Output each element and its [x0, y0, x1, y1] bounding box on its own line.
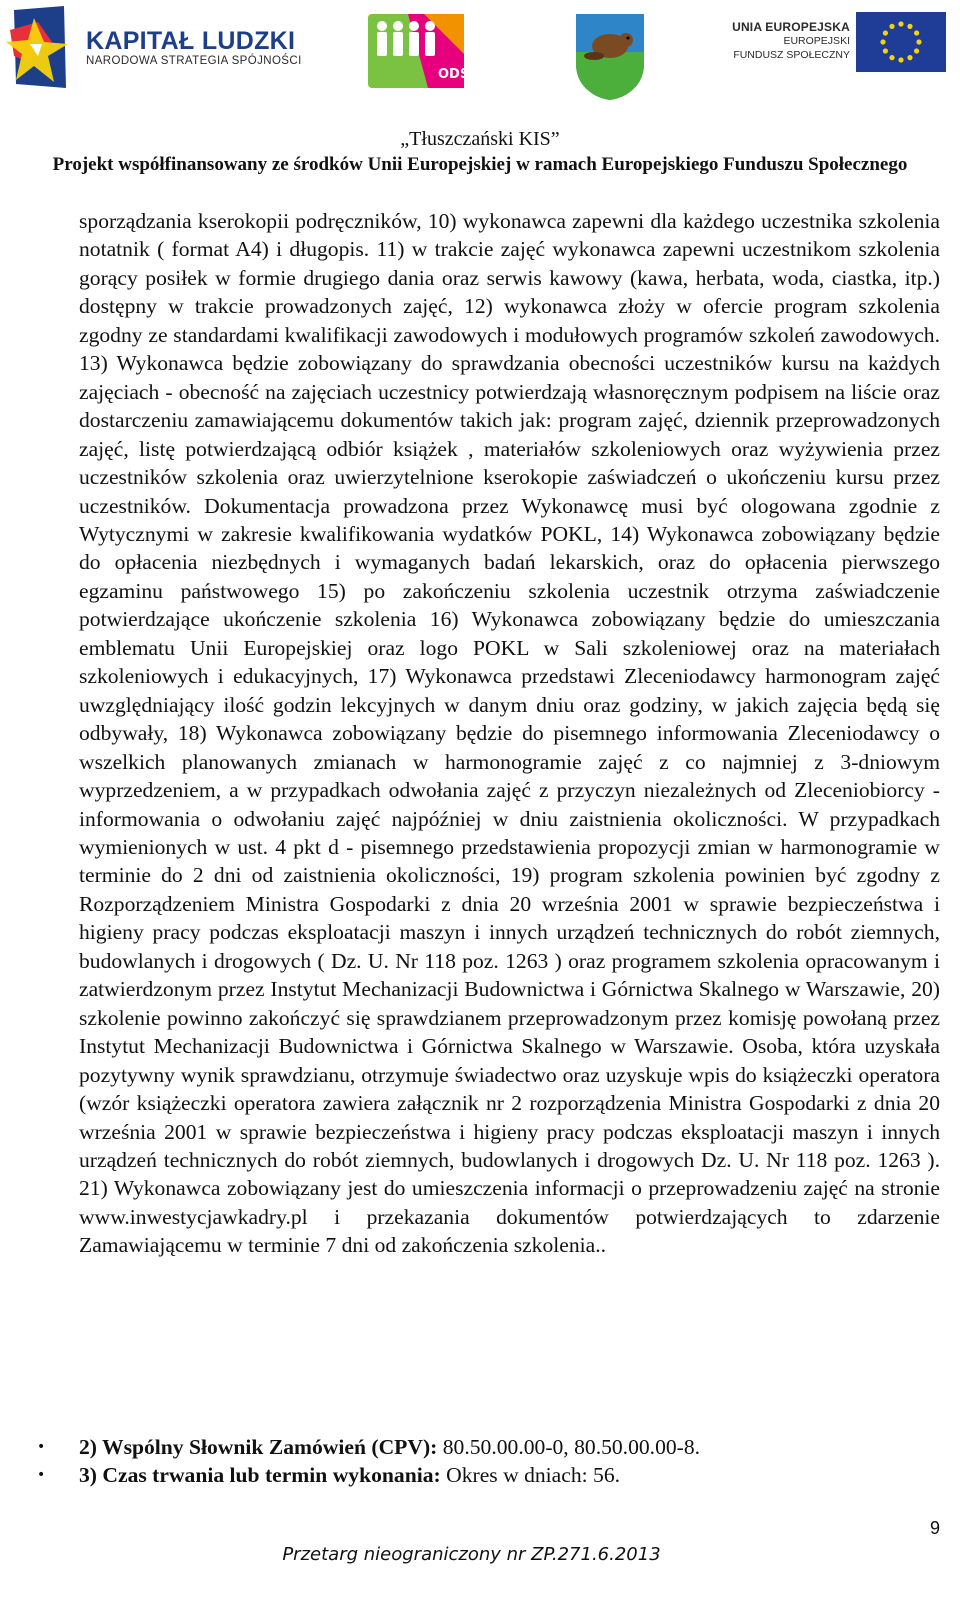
- body-paragraph: sporządzania kserokopii podręczników, 10) wykonawca zapewni dla każdego uczestnika szkolenia notatnik ( format A4) i długopis. 11) w trakcie zajęć wykonawca zapewni uczestnikom szkolenia gorący posiłek w formie drugiego dania oraz serwis kawowy (kawa, herbata, woda, ciastka, itp.) dostępny w trakcie prowadzonych zajęć, 12) wykonawca złoży w ofercie program szkolenia zgodny ze standardami kwalifikacji zawodowych i modułowych programów szkoleń zawodowych. 13) Wykonawca będzie zobowiązany do sprawdzania obecności uczestników kursu na każdych zajęciach - obecność na zajęciach uczestnicy potwierdzają własnoręcznym podpisem na liście oraz dostarczeniu zamawiającemu dokumentów takich jak: program zajęć, dziennik przeprowadzonych zajęć, listę potwierdzającą odbiór książek , materiałów szkoleniowych oraz wyżywienia przez uczestników szkolenia oraz uwierzytelnione kserokopie zaświadczeń o ukończeniu kursu przez uczestników. Dokumentacja prowadzona przez Wykonawcę musi być ologowana zgodnie z Wytycznymi w zakresie kwalifikowania wydatków POKL, 14) Wykonawca zobowiązany będzie do opłacenia niezbędnych i wymaganych badań lekarskich, oraz do opłacenia pierwszego egzaminu państwowego 15) po zakończeniu szkolenia uczestnik otrzyma zaświadczenie potwierdzające ukończenie szkolenia 16) Wykonawca zobowiązany będzie do umieszczania emblematu Unii Europejskiej oraz logo POKL w Sali szkoleniowej oraz na materiałach szkoleniowych i edukacyjnych, 17) Wykonawca przedstawi Zleceniodawcy harmonogram zajęć uwzględniający ilość godzin lekcyjnych w danym dniu oraz godziny, w jakich zajęcia będą się odbywały, 18) Wykonawca zobowiązany będzie do pisemnego informowania Zleceniodawcy o wszelkich planowanych zmianach w harmonogramie zajęć z co najmniej z 3-dniowym wyprzedzeniem, a w przypadkach odwołania zajęć z przyczyn niezależnych od Zleceniobiorcy - informowania o odwołaniu zajęć najpóźniej w dniu zaistnienia okoliczności. W przypadkach wymienionych w ust. 4 pkt d - pisemnego przedstawienia propozycji zmian w harmonogramie w terminie do 2 dni od zaistnienia okoliczności, 19) program szkolenia powinien być zgodny z Rozporządzeniem Ministra Gospodarki z dnia 20 września 2001 w sprawie bezpieczeństwa i higieny pracy podczas eksploatacji maszyn i innych urządzeń technicznych do robót ziemnych, budowlanych i drogowych ( Dz. U. Nr 118 poz. 1263 ) oraz programem szkolenia opracowanym i zatwierdzonym przez Instytut Mechanizacji Budownictwa i Górnictwa Skalnego w Warszawie, 20) szkolenie powinno zakończyć się sprawdzianem przeprowadzonym przez komisję powołaną przez Instytut Mechanizacji Budownictwa i Górnictwa Skalnego w Warszawie. Osoba, która uzyskała pozytywny wynik sprawdzianu, otrzymuje świadectwo oraz uzyskuje wpis do książeczki operatora (wzór książeczki operatora zawiera załącznik nr 2 rozporządzenia Ministra Gospodarki z dnia 20 września 2001 w sprawie bezpieczeństwa i higieny pracy podczas eksploatacji maszyn i innych urządzeń technicznych do robót ziemnych, budowlanych i drogowych Dz. U. Nr 118 poz. 1263 ). 21) Wykonawca zobowiązany jest do umieszczenia informacji o przeprowadzeniu zajęć na stronie www.inwestycjawkadry.pl i przekazania dokumentów potwierdzających to zdarzenie Zamawiającemu w terminie 7 dni od zakończenia szkolenia..: [79, 209, 940, 1258]
- duration-label: 3) Czas trwania lub termin wykonania:: [79, 1463, 441, 1488]
- cpv-value: 80.50.00.00-0, 80.50.00.00-8.: [437, 1435, 701, 1459]
- kapital-ludzki-emblem-icon: [8, 4, 74, 90]
- eu-flag-icon: [856, 12, 946, 72]
- kapital-ludzki-title: KAPITAŁ LUDZKI: [86, 27, 296, 55]
- page-number: 9: [929, 1518, 940, 1538]
- cpv-label: 2) Wspólny Słownik Zamówień (CPV):: [79, 1435, 438, 1459]
- bullet-icon: •: [37, 1467, 46, 1484]
- kapital-ludzki-subtitle: NARODOWA STRATEGIA SPÓJNOŚCI: [86, 55, 302, 67]
- bullet-list: [0, 1433, 960, 1490]
- eu-sub-line2: FUNDUSZ SPOŁECZNY: [733, 49, 850, 61]
- list-item-cpv: [0, 1433, 960, 1461]
- bullet-icon: •: [37, 1439, 46, 1455]
- project-name: „Tłuszczański KIS”: [400, 128, 560, 150]
- ods-logo-text: ODS: [438, 67, 470, 82]
- cofinancing-statement: Projekt współfinansowany ze środków Unii Europejskiej w ramach Europejskiego Funduszu Społecznego: [52, 154, 908, 175]
- document-body: [79, 207, 940, 1260]
- list-item-duration: [0, 1461, 960, 1489]
- eu-sub-line1: EUROPEJSKI: [783, 35, 850, 47]
- beaver-coat-of-arms-icon: [574, 12, 646, 102]
- coat-of-arms: [574, 12, 646, 102]
- ods-people-logo-icon: [368, 14, 470, 88]
- eu-logo: [720, 12, 956, 72]
- eu-title: UNIA EUROPEJSKA: [732, 20, 850, 34]
- duration-value: Okres w dniach: 56.: [440, 1463, 621, 1488]
- ods-logo: [368, 14, 470, 88]
- page-footer: Przetarg nieograniczony nr ZP.271.6.2013: [282, 1544, 661, 1565]
- page-header: [0, 0, 960, 110]
- kapital-ludzki-logo: [8, 4, 348, 90]
